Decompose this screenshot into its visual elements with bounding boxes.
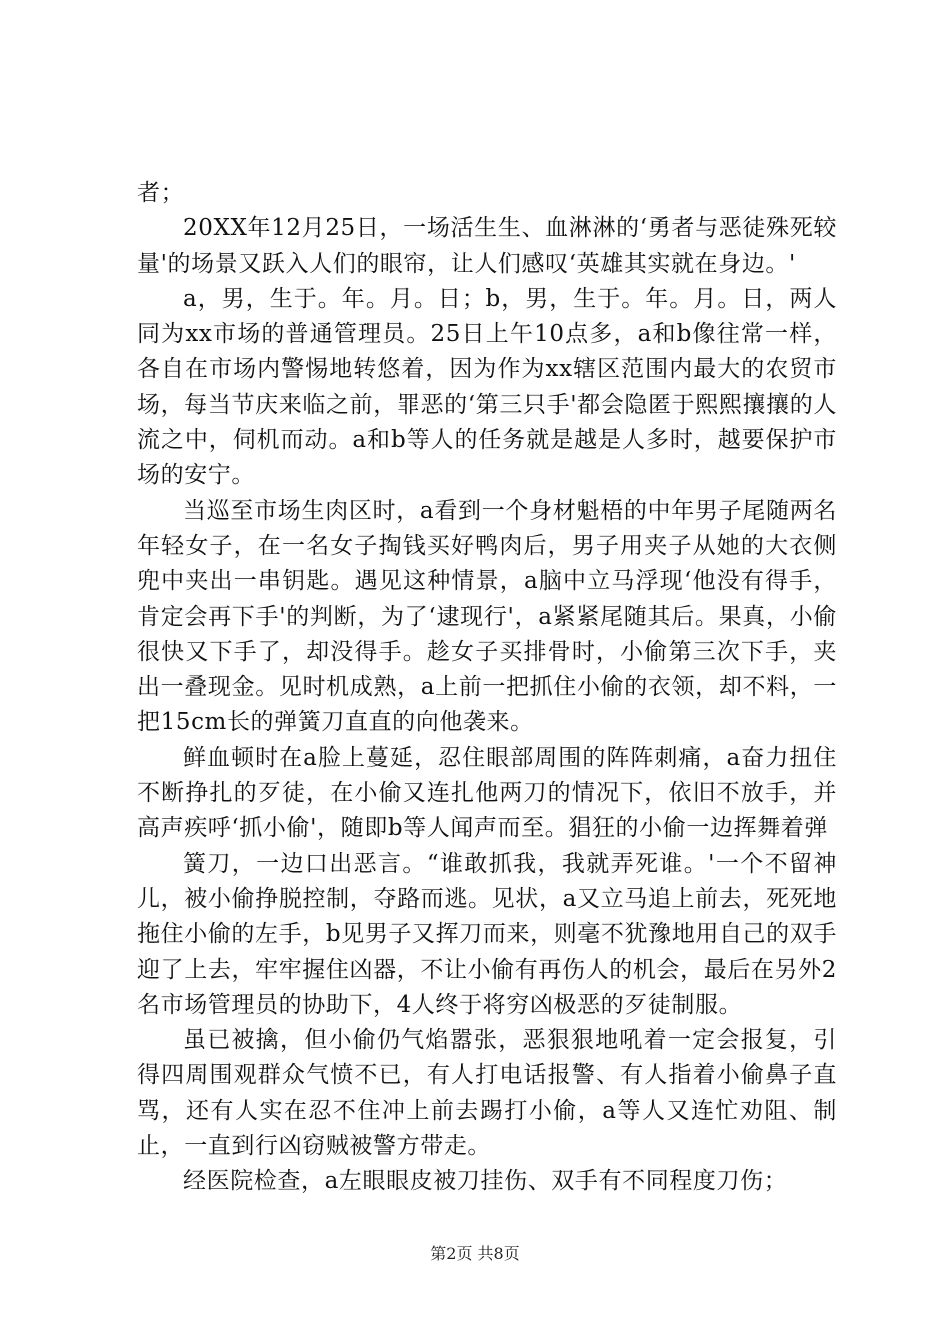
page-footer — [0, 1244, 950, 1264]
paragraph-2: 20XX年12月25日，一场活生生、血淋淋的‘勇者与恶徒殊死较量'的场景又跃入人们的眼帘，让人们感叹‘英雄其实就在身边。' — [137, 215, 837, 277]
page-number: 第2页 共8页 — [430, 1244, 520, 1263]
document-body — [137, 176, 837, 1200]
paragraph-1: 者； — [137, 180, 185, 206]
paragraph-5: 鲜血顿时在a脸上蔓延，忍住眼部周围的阵阵刺痛，a奋力扭住不断挣扎的歹徒，在小偷又连扎他两刀的情况下，依旧不放手，并高声疾呼‘抓小偷'，随即b等人闻声而至。猖狂的小偷一边挥舞着弹 — [137, 744, 837, 842]
paragraph-4: 当巡至市场生肉区时，a看到一个身材魁梧的中年男子尾随两名年轻女子，在一名女子掏钱买好鸭肉后，男子用夹子从她的大衣侧兜中夹出一串钥匙。遇见这种情景，a脑中立马浮现‘他没有得手，肯定会再下手'的判断，为了‘逮现行'，a紧紧尾随其后。果真，小偷很快又下手了，却没得手。趁女子买排骨时，小偷第三次下手，夹出一叠现金。见时机成熟，a上前一把抓住小偷的衣领，却不料，一把15cm长的弹簧刀直直的向他袭来。 — [137, 497, 837, 736]
paragraph-6: 簧刀，一边口出恶言。“谁敢抓我，我就弄死谁。'一个不留神儿，被小偷挣脱控制，夺路而逃。见状，a又立马追上前去，死死地拖住小偷的左手，b见男子又挥刀而来，则毫不犹豫地用自己的双手迎了上去，牢牢握住凶器，不让小偷有再伤人的机会，最后在另外2名市场管理员的协助下，4人终于将穷凶极恶的歹徒制服。 — [137, 850, 837, 1018]
paragraph-3: a，男，生于。年。月。日；b，男，生于。年。月。日，两人同为xx市场的普通管理员。25日上午10点多，a和b像往常一样，各自在市场内警惕地转悠着，因为作为xx辖区范围内最大的农贸市场，每当节庆来临之前，罪恶的‘第三只手'都会隐匿于熙熙攘攘的人流之中，伺机而动。a和b等人的任务就是越是人多时，越要保护市场的安宁。 — [137, 285, 837, 489]
paragraph-7: 虽已被擒，但小偷仍气焰嚣张，恶狠狠地吼着一定会报复，引得四周围观群众气愤不已，有人打电话报警、有人指着小偷鼻子直骂，还有人实在忍不住冲上前去踢打小偷，a等人又连忙劝阻、制止，一直到行凶窃贼被警方带走。 — [137, 1027, 837, 1160]
paragraph-8: 经医院检查，a左眼眼皮被刀挂伤、双手有不同程度刀伤； — [183, 1168, 788, 1195]
